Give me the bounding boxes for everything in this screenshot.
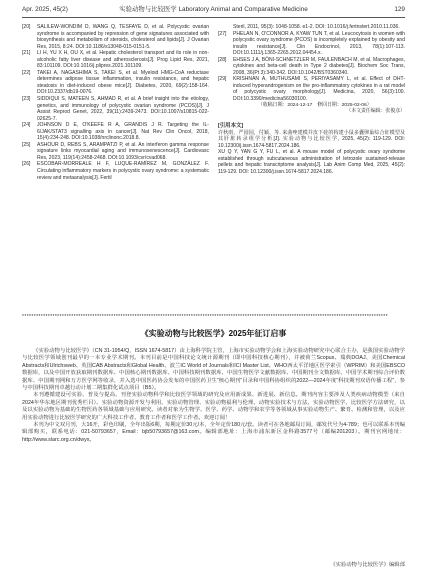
reference-text: KRISHNAN A, MUTHUSAMI S, PERIYASAMY L, et al. Effect of DHT-induced hyperandrogenism on the pro-inflammatory cytokines in a rat model of polycystic ovary morphology[J]. Medicina, 2020, 56(3):100. DOI:10.3390/medicina56030100.	[233, 76, 405, 103]
journal-title: 实验动物与比较医学 Laboratory Animal and Comparative Medicine	[119, 6, 308, 13]
reference-text: SALILEW-WONDIM D, WANG Q, TESFAYE D, et al. Polycystic ovarian syndrome is accompanied by repression of gene signatures associated with biosynthesis and metabolism of steroids, cholesterol and lipids[J]. J Ovarian Res, 2015, 8:24. DOI:10.1186/s13048-015-0151-5.	[37, 24, 209, 50]
header-rule	[22, 17, 405, 18]
reference-text: LI H, YU X H, OU X, et al. Hepatic cholesterol transport and its role in non-alcoholic fatty liver disease and atherosclerosis[J]. Prog Lipid Res, 2021, 83:101109. DOI:10.1016/j.plipres.2021.101109.	[37, 50, 209, 70]
reference-item	[22, 50, 209, 70]
reference-number: [25]	[22, 141, 31, 148]
reference-text: TAKEI A, NAGASHIMA S, TAKEI S, et al. Myeloid HMG-CoA reductase determines adipose tissue inflammation, insulin resistance, and hepatic steatosis in diet-induced obese mice[J]. Diabetes, 2020, 69(2):158-164. DOI:10.2337/db19-0076.	[37, 69, 209, 96]
reference-text: PHELAN N, O'CONNOR A, KYAW TUN T, et al. Leucocytosis in women with polycystic ovary syndrome (PCOS) is incompletely explained by obesity and insulin resistance[J]. Clin Endocrinol, 2013, 78(1):107-113. DOI:10.1111/j.1365-2265.2012.04454.x.	[233, 30, 405, 57]
issue-label: Apr. 2025, 45(2)	[22, 6, 68, 13]
reference-text: JOHNSON D E, O'KEEFE R A, GRANDIS J R. Targeting the IL-6/JAK/STAT3 signalling axis in cancer[J]. Nat Rev Clin Oncol, 2018, 15(4):234-248. DOI:10.1038/nrclinonc.2018.8.	[37, 122, 209, 142]
notice-paragraph: 《实验动物与比较医学》（CN 31-1954/Q，ISSN 1674-5817）由上海科学院主管，上海市实验动物学会和上海实验动物研究中心联合主办，是我国实验动物学与比较医学领域创刊最早的一本专业学术期刊。本刊目前是中国科技论文统计源期刊（即中国科技核心期刊），并被荷兰Scopus、瑞典DOAJ、美国Chemical Abstracts和Ulrichsweb、英国CAB Abstracts和Global Health、波兰IC World of Journals和ICI Master List、WHO西太平洋地区医学索引（WPRIM）和美国EBSCO数据库，以及中国开放获取期刊数据库、中国核心期刊数据库、中国科技期刊数据库、中国生物医学文献数据库、中国期刊全文数据库、中国学术期刊综合评价数据库、中国期刊网和万方医学网等收录，并入选中国医药协会发布的中国医药卫生“核心期刊”目录和中国科协组织的2022—2024年度“科技期刊双语传播工程”，参与中国科技期刊卓越行动计划二期集群化试点项目（B5）。	[22, 348, 405, 392]
received-date: （收稿日期：2024-12-17 修回日期：2025-02-06）	[258, 102, 372, 108]
reference-item	[22, 24, 209, 50]
notice-title: 《实验动物与比较医学》2025年征订启事	[140, 329, 287, 338]
reference-item	[22, 122, 209, 142]
running-header	[22, 4, 405, 16]
page-number: 129	[394, 6, 405, 13]
reference-text: Steril, 2011, 95(3): 1048-1058. e1-2. DOI: 10.1016/j.fertnstert.2010.11.036.	[233, 24, 400, 30]
reference-number: [28]	[218, 56, 227, 63]
asterisk-divider: ************************************************************************************************************************************************************	[22, 314, 388, 320]
citation-heading: [引用本文]	[218, 122, 244, 129]
reference-item	[22, 142, 209, 162]
reference-number: [26]	[22, 161, 31, 168]
subscription-notice	[22, 348, 405, 444]
reference-text: EHSES J A, BÖNI-SCHNETZLER M, FAULENBACH M, et al. Macrophages, cytokines and beta-cell death in Type 2 diabetes[J]. Biochem Soc Trans, 2008, 36(Pt 3):340-342. DOI:10.1042/BST0360340.	[233, 56, 405, 76]
reference-text: ASHOUR D, REBS S, ARAMPATZI P, et al. An interferon gamma response signature links myocardial aging and immunosenescence[J]. Cardiovasc Res, 2023, 119(14):2458-2468. DOI:10.1093/cvr/cvad068.	[37, 141, 209, 161]
notice-paragraph: 本刊为中文双月刊，大16开，彩色印刷，全年出版6期，每期定价30元/本，全年定价180元/套。读者可在各地邮局订阅，邮发代号为4-789；也可以联系本刊编辑部购买，联系电话：021-50793657，Email：bjb50793657@163.com。编辑部地址：上海市浦东新区金科路3577号（邮编201203）。期刊官网地址：http://www.slarc.org.cn/dwyx。	[22, 422, 405, 443]
reference-item	[22, 96, 209, 122]
reference-number: [22]	[22, 69, 31, 76]
responsible-editor: （本文责任编辑：张俊彦）	[346, 109, 405, 115]
reference-text: ESCOBAR-MORREALE H F, LUQUE-RAMÍREZ M, GONZÁLEZ F. Circulating inflammatory markers in polycystic ovary syndrome: a systematic review and metaanalysis[J]. Fertil	[37, 161, 209, 181]
reference-number: [20]	[22, 24, 31, 30]
reference-number: [29]	[218, 76, 227, 83]
reference-item	[218, 31, 405, 57]
reference-item	[218, 76, 405, 102]
citation-chinese: 许秋雨，严园园，付颖，等. 来曲唑建模并皮下硅的构建小鼠多囊卵巢综合征模型及其肝脏转录组学分析[J]. 实验动物与比较医学, 2025, 45(2): 119-129. DOI: 10.12300/j.issn.1674-5817.2024.186.	[218, 129, 405, 149]
references-left-column	[22, 24, 209, 310]
reference-item	[22, 70, 209, 96]
reference-item	[22, 161, 209, 181]
reference-number: [27]	[218, 30, 227, 37]
editorial-signature: 《实验动物与比较医学》编辑部	[330, 562, 405, 568]
citation-english: XU Q Y, YAN G Y, FU L, et al. A mouse model of polycystic ovary syndrome established through subcutaneous administration of letrozole sustained-release pellets and hepatic transcriptome analysis[J]. Lab Anim Comp Med, 2025, 45(2): 119-129. DOI: 10.12300/j.issn.1674-5817.2024.186.	[218, 149, 405, 175]
reference-number: [23]	[22, 96, 31, 103]
references-section	[22, 24, 405, 310]
notice-paragraph: 本刊遵循建设可实验、普及与提高、刊登实验动物科学和比较医学领域的研究及应用新成果、新进展、新信息。期刊内容主要涉及人类疾病动物模型（来自2024年华东地区期刊优秀栏目）、实验动物资源开发与利用、实验动物管理、实验动物福利与伦理、动物实验技术与方法、实验动物医学、比较医学方法研究，以及以实验动物为基础的生物医药各领域基础与应用研究。读者对象为生物学、医学、药学、动物学和农学等各领域从事实验动物生产、繁育、检测和管理，以及应用实验动物进行比较医学研究的广大科技工作者、教育工作者和医学工作者。欢迎订阅！	[22, 392, 405, 421]
reference-text: SIDDIQUI S, MATEEN S, AHMAD R, et al. A brief insight into the etiology, genetics, and immunology of polycystic ovarian syndrome (PCOS)[J]. J Assist Reprod Genet, 2022, 39(11):2439-2473. DOI:10.1007/s10815-022-02625-7.	[37, 96, 209, 122]
reference-number: [24]	[22, 122, 31, 129]
reference-number: [21]	[22, 50, 31, 57]
references-right-column	[218, 24, 405, 310]
reference-item	[218, 57, 405, 77]
